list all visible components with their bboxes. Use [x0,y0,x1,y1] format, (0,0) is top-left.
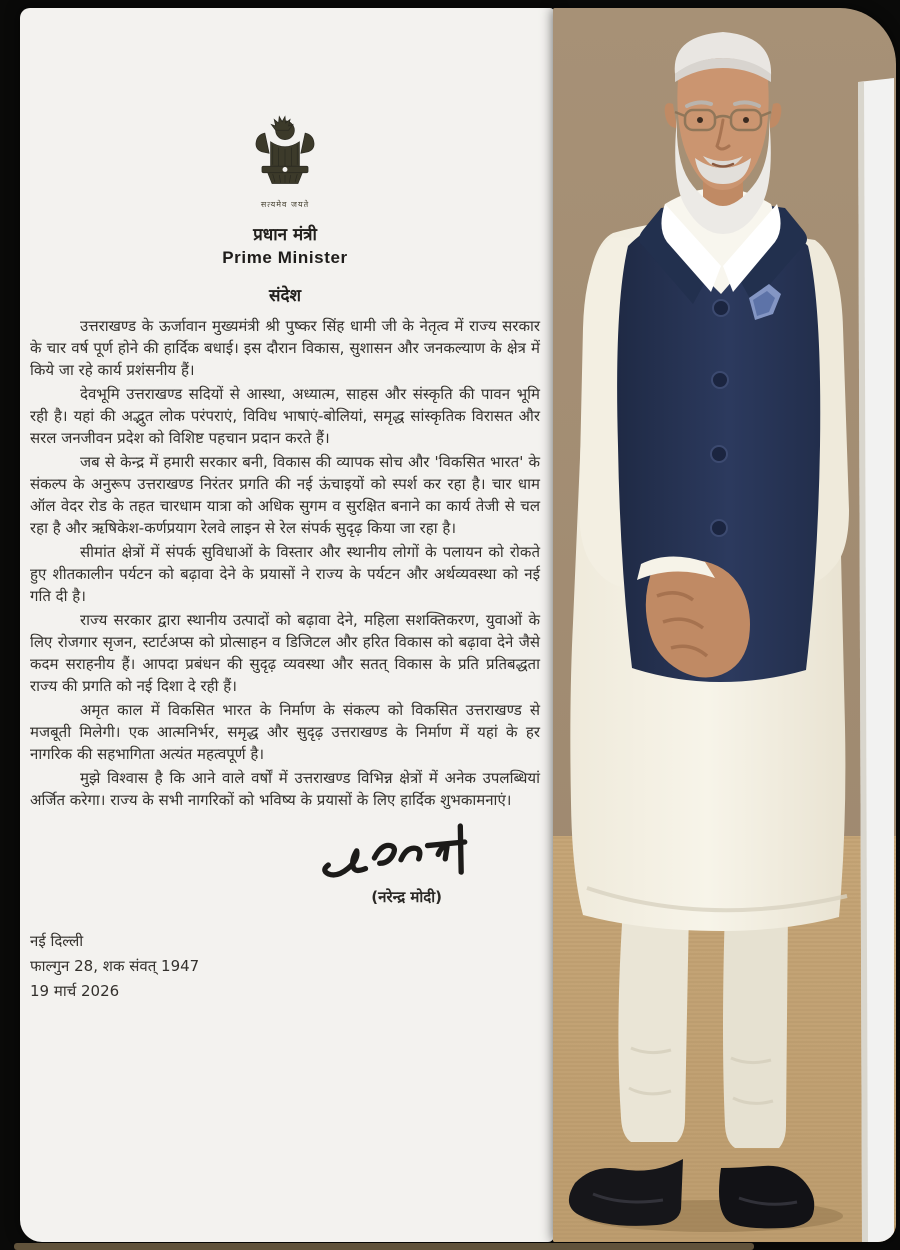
pm-photo [553,8,896,1242]
message-heading: संदेश [268,286,302,306]
office-title-hindi: प्रधान मंत्री [253,225,317,245]
letter-paragraph: सीमांत क्षेत्रों में संपर्क सुविधाओं के विस्तार और स्थानीय लोगों के पलायन को रोकते हुए शीतकालीन पर्यटन को बढ़ावा देने के प्रयासों ने राज्य के पर्यटन और अर्थव्यवस्था को नई गति दी है। [30,543,540,605]
pm-signature-icon [307,819,502,881]
letter-paragraph: उत्तराखण्ड के ऊर्जावान मुख्यमंत्री श्री पुष्कर सिंह धामी जी के नेतृत्व में राज्य सरकार के चार वर्ष पूर्ण होने की हार्दिक बधाई। इस दौरान विकास, सुशासन और जनकल्याण के क्षेत्र में किये जा रहे कार्य प्रशंसनीय हैं। [30,317,540,379]
pm-standing-portrait [553,8,896,1242]
national-emblem [240,114,330,210]
place-date-block [30,929,540,1004]
signatory-name: (नरेन्द्र मोदी) [371,888,442,906]
letterhead [30,114,540,306]
date-gregorian: 19 मार्च 2026 [30,982,120,1000]
signature-block [30,819,540,907]
letter-paragraph: जब से केन्द्र में हमारी सरकार बनी, विकास की व्यापक सोच और 'विकसित भारत' के संकल्प के अनुरूप उत्तराखण्ड निरंतर प्रगति की नई ऊंचाइयों को स्पर्श कर रहा है। चार धाम ऑल वेदर रोड के तहत चारधाम यात्रा को अधिक सुगम व सुरक्षित बनाने का कार्य तेजी से चल रहा है और ऋषिकेश-कर्णप्रयाग रेलवे लाइन से रेल संपर्क सुदृढ़ किया जा रहा है। [30,453,540,537]
letter-paragraph: राज्य सरकार द्वारा स्थानीय उत्पादों को बढ़ावा देने, महिला सशक्तिकरण, युवाओं के लिए रोजगार सृजन, स्टार्टअप्स को प्रोत्साहन व डिजिटल और हरित विकास को बढ़ावा देने जैसे कदम सराहनीय हैं। आपदा प्रबंधन की सुदृढ़ व्यवस्था और सतत् विकास के प्रति प्रतिबद्धता राज्य की प्रगति को नई दिशा दे रही हैं। [30,611,540,695]
letter-paragraph: देवभूमि उत्तराखण्ड सदियों से आस्था, अध्यात्म, साहस और संस्कृति की पावन भूमि रही है। यहां की अद्भुत लोक परंपराएं, विविध भाषाएं-बोलियां, समृद्ध सांस्कृतिक विरासत और सरल जनजीवन प्रदेश को विशिष्ट पहचान प्रदान करते हैं। [30,385,540,447]
bottom-tan-strip [14,1243,754,1250]
letter-paragraph: मुझे विश्वास है कि आने वाले वर्षों में उत्तराखण्ड विभिन्न क्षेत्रों में अनेक उपलब्धियां अर्जित करेगा। राज्य के सभी नागरिकों को भविष्य के प्रयासों के लिए हार्दिक शुभकामनाएं। [30,769,540,809]
office-title-english: Prime Minister [222,248,348,267]
letter-body [30,315,540,811]
date-saka: फाल्गुन 28, शक संवत् 1947 [30,957,200,975]
lion-capital-icon [249,114,321,194]
pm-letter-sheet [20,8,554,1242]
place: नई दिल्ली [30,932,84,950]
emblem-motto: सत्यमेव जयते [260,200,310,209]
letter-paragraph: अमृत काल में विकसित भारत के निर्माण के संकल्प को विकसित उत्तराखण्ड से मजबूती मिलेगी। एक आत्मनिर्भर, समृद्ध और सुदृढ़ उत्तराखण्ड के निर्माण में यहां के हर नागरिक की सहभागिता अत्यंत महत्वपूर्ण है। [30,701,540,763]
